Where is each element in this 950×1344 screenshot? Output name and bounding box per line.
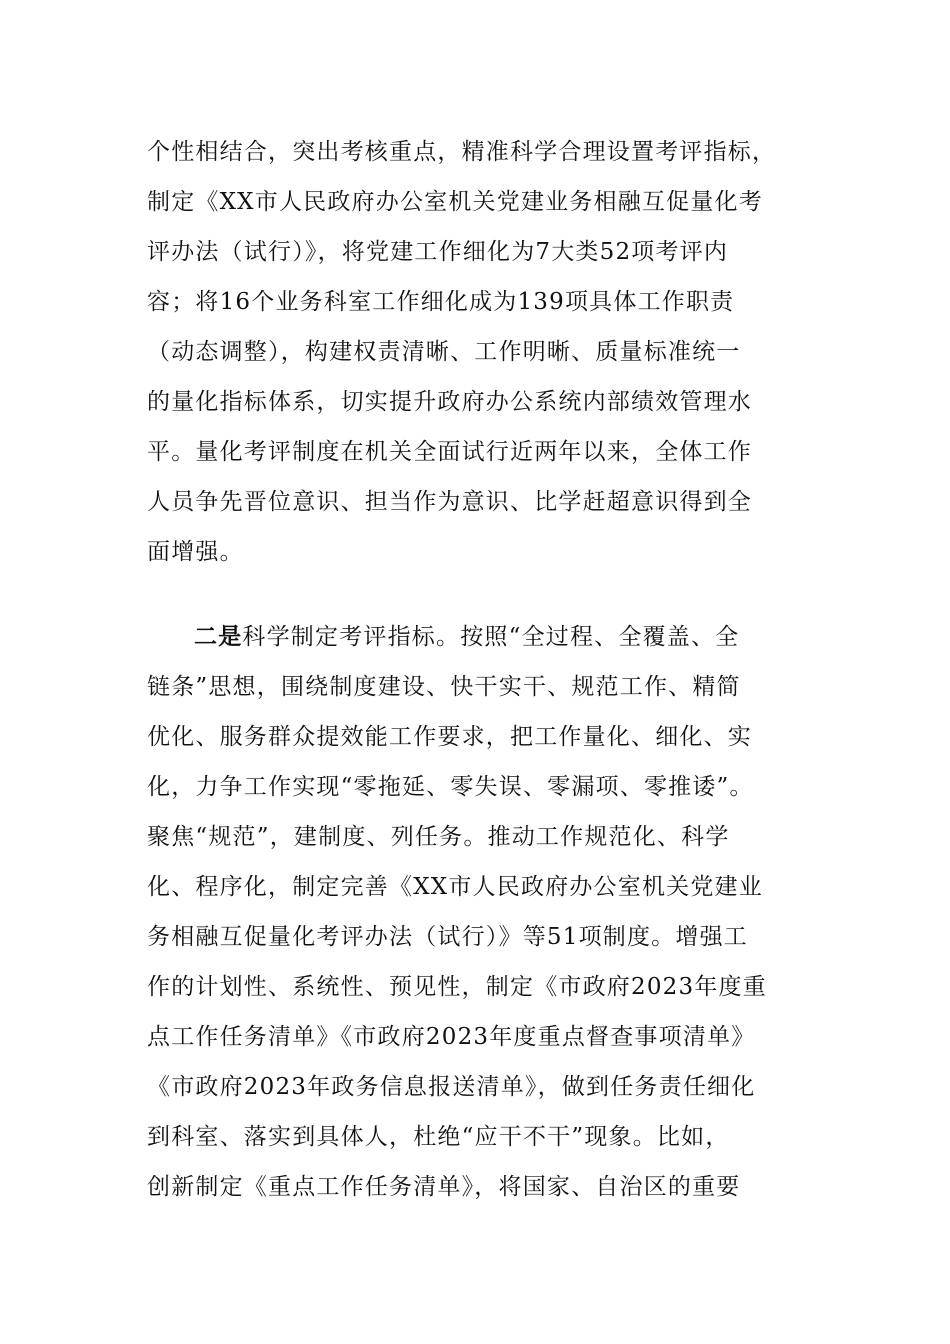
- text-line: 面增强。: [147, 539, 244, 565]
- text-line: 优化、服务群众提效能工作要求，把工作量化、细化、实: [147, 724, 752, 750]
- text-line: 创新制定《重点工作任务清单》，将国家、自治区的重要: [147, 1174, 741, 1200]
- text-line: 化，力争工作实现“零拖延、零失误、零漏项、零推诿”。: [147, 774, 754, 800]
- text-line: 链条”思想，围绕制度建设、快干实干、规范工作、精简: [147, 674, 741, 700]
- text-line: 到科室、落实到具体人，杜绝“应干不干”现象。比如，: [147, 1124, 730, 1150]
- text-line: 务相融互促量化考评办法（试行）》等51项制度。增强工: [147, 924, 748, 950]
- text-line: 容；将16个业务科室工作细化成为139项具体工作职责: [147, 289, 735, 315]
- text-line: 评办法（试行）》，将党建工作细化为7大类52项考评内: [147, 239, 729, 265]
- text-line: （动态调整），构建权责清晰、工作明晰、质量标准统一: [147, 339, 741, 365]
- text-line: 作的计划性、系统性、预见性，制定《市政府2023年度重: [147, 974, 767, 1000]
- text-line: 人员争先晋位意识、担当作为意识、比学赶超意识得到全: [147, 489, 752, 515]
- text-line: 的量化指标体系，切实提升政府办公系统内部绩效管理水: [147, 389, 752, 415]
- text-line: 制定《XX市人民政府办公室机关党建业务相融互促量化考: [147, 189, 763, 215]
- text-line: 化、程序化，制定完善《XX市人民政府办公室机关党建业: [147, 874, 763, 900]
- first-line-text: 科学制定考评指标。按照“全过程、全覆盖、全: [242, 624, 740, 650]
- text-line: 个性相结合，突出考核重点，精准科学合理设置考评指标，: [147, 139, 777, 165]
- text-line: 点工作任务清单》《市政府2023年度重点督查事项清单》: [147, 1024, 756, 1050]
- text-line: 平。量化考评制度在机关全面试行近两年以来，全体工作: [147, 439, 752, 465]
- text-line: 《市政府2023年政务信息报送清单》，做到任务责任细化: [147, 1074, 756, 1100]
- paragraph-lead: 二是: [194, 623, 243, 650]
- text-line: 聚焦“规范”，建制度、列任务。推动工作规范化、科学: [147, 824, 730, 850]
- text-line-first: [194, 622, 807, 652]
